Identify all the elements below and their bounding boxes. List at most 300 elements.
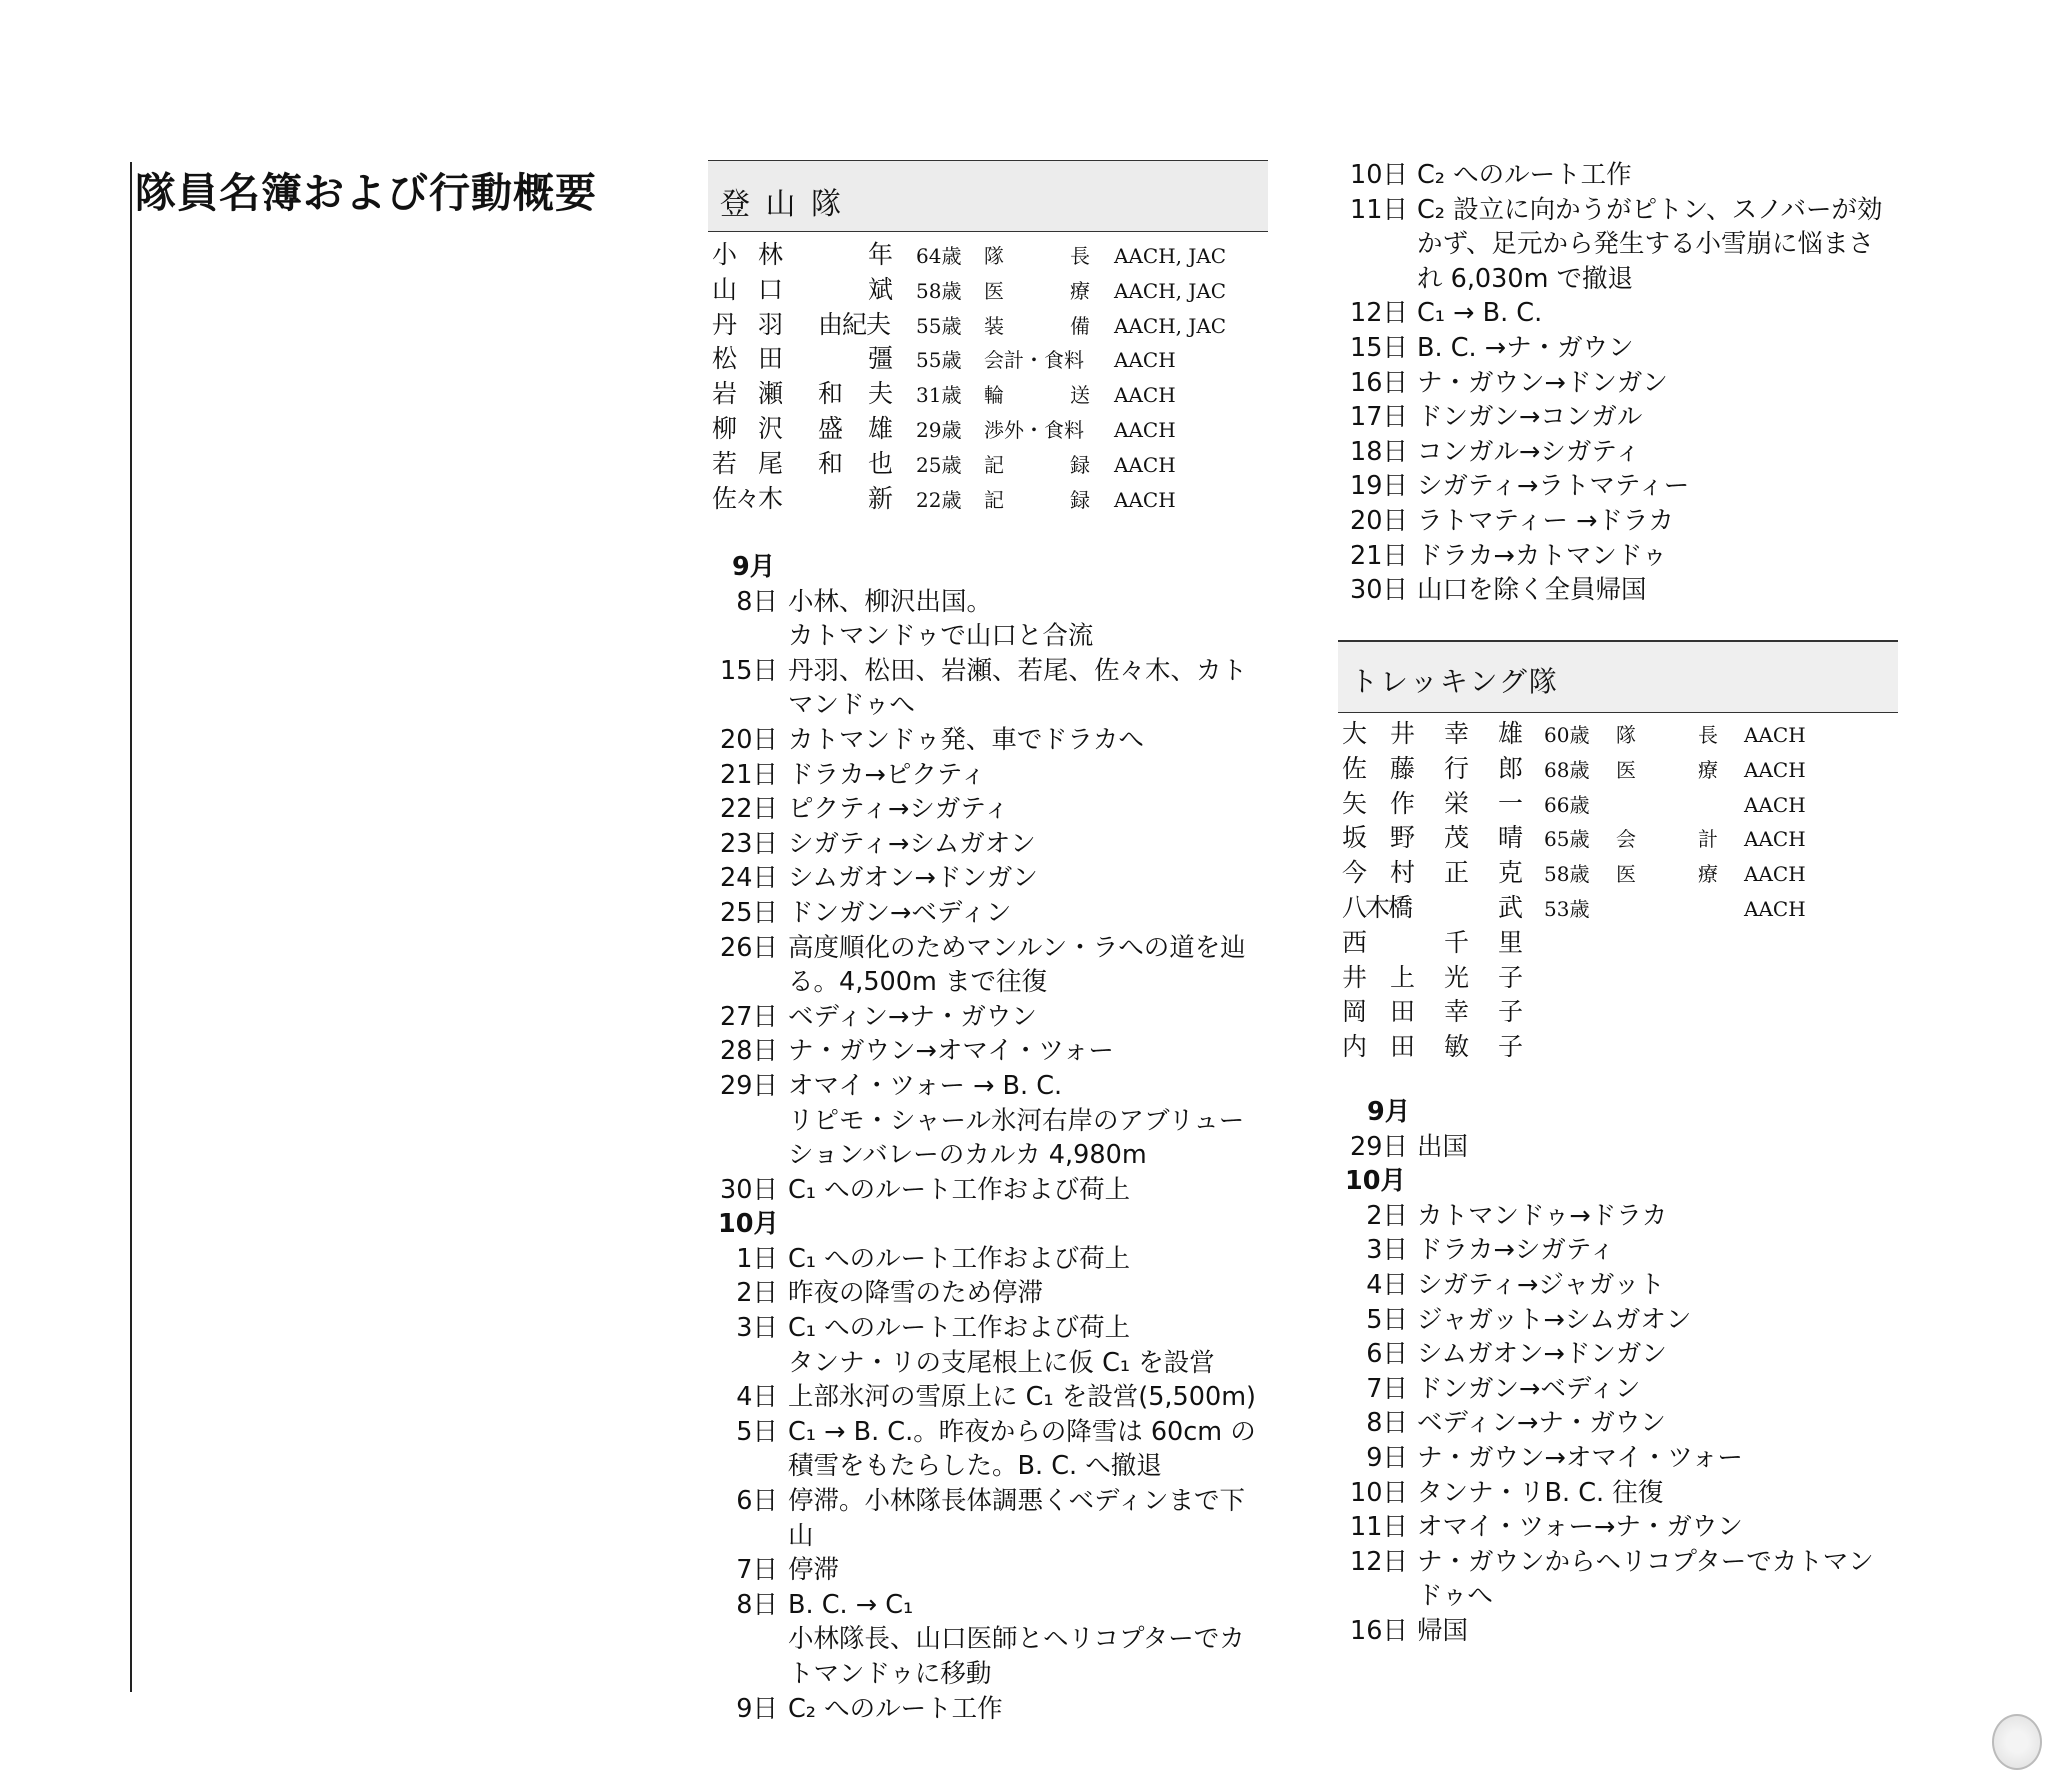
schedule-text: カトマンドゥで山口と合流 [788,621,1094,652]
schedule-date: 12日 [1350,298,1408,329]
member-role: 医 [1616,862,1636,887]
schedule-line [708,1276,1308,1311]
schedule-text: カトマンドゥ→ドラカ [1417,1200,1668,1231]
schedule-text: 山口を除く全員帰国 [1417,575,1647,606]
member-club: AACH [1744,792,1806,817]
member-name-char: 山 [712,274,738,304]
member-role: 記 [984,487,1004,512]
member-name-char: 内 [1342,1032,1368,1062]
member-role: 療 [1698,862,1718,887]
schedule-line [1333,366,1973,401]
member-name-char: 千 [1444,927,1470,957]
schedule-line [1333,158,1973,193]
member-name: 由紀夫 [818,309,891,339]
member-name-char: 一 [1498,788,1524,818]
schedule-line [1333,1614,1973,1649]
schedule-line [1333,469,1973,504]
climbing-team-header [708,160,1268,231]
member-row [708,273,1268,308]
schedule-text: タンナ・リの支尾根上に仮 C₁ を設営 [788,1347,1215,1378]
schedule-line [708,758,1308,793]
schedule-line [708,861,1308,896]
schedule-text: C₁ → B. C.。昨夜からの降雪は 60cm の [788,1416,1256,1447]
member-age: 55歳 [916,348,962,373]
schedule-text: タンナ・リB. C. 往復 [1417,1477,1664,1508]
member-name-char: 武 [1498,892,1524,922]
member-name-char: 茂 [1444,823,1470,853]
schedule-date: 29日 [720,1070,778,1101]
schedule-text: 停滞。小林隊長体調悪くベディンまで下 [788,1486,1245,1517]
member-name-char: 丹 [712,309,738,339]
schedule-text: 小林隊長、山口医師とヘリコプターでカ [788,1624,1245,1655]
schedule-text: 山 [788,1520,814,1551]
schedule-text: 積雪をもたらした。B. C. へ撤退 [788,1451,1162,1482]
schedule-text: 昨夜の降雪のため停滞 [788,1278,1044,1309]
schedule-line [1333,1233,1973,1268]
member-name-char: 新 [868,483,894,513]
schedule-text: 帰国 [1417,1615,1469,1646]
schedule-date: 8日 [736,1589,778,1620]
schedule-line [708,1588,1308,1623]
schedule-text: C₂ 設立に向かうがピトン、スノバーが効 [1417,194,1883,225]
schedule-date: 4日 [1366,1269,1408,1300]
member-name-char: 坂 [1342,823,1368,853]
schedule-date: 16日 [1350,367,1408,398]
member-name-char: 幸 [1444,719,1470,748]
member-club: AACH [1744,896,1806,921]
schedule-date: 11日 [1350,1512,1408,1543]
schedule-date: 15日 [1350,332,1408,363]
schedule-text: C₂ へのルート工作 [788,1693,1003,1724]
schedule-line [708,619,1308,654]
member-club: AACH [1114,348,1176,373]
member-name-char: 子 [1498,997,1524,1027]
left-vertical-rule [130,162,132,1692]
schedule-date: 29日 [1350,1131,1408,1162]
schedule-text: ドンガン→ベディン [788,897,1012,928]
schedule-date: 7日 [1366,1373,1408,1404]
schedule-text: カトマンドゥ発、車でドラカへ [788,724,1144,755]
schedule-date: 15日 [720,655,778,686]
schedule-line [708,1069,1308,1104]
schedule-date: 10日 [1350,160,1408,190]
trekking-schedule [1333,1095,1973,1649]
member-name-char: 口 [758,274,784,304]
schedule-text: ションバレーのカルカ 4,980m [788,1140,1147,1171]
schedule-line [1333,1164,1973,1199]
schedule-text: オマイ・ツォー → B. C. [788,1070,1063,1101]
schedule-text: ベディン→ナ・ガウン [788,1001,1037,1032]
schedule-date: 21日 [720,759,778,790]
member-club: AACH, JAC [1114,313,1227,338]
member-row [1338,926,1898,961]
member-name-char: 田 [1390,1032,1416,1062]
schedule-text: B. C. → C₁ [788,1589,914,1620]
member-row [1338,717,1898,752]
member-name-char: 瀬 [758,379,784,409]
schedule-line [708,654,1308,689]
schedule-line [708,1553,1308,1588]
member-name-char: 林 [758,240,784,269]
member-name-char: 井 [1390,719,1416,748]
member-row [708,482,1268,517]
member-name-char: 年 [868,240,894,269]
schedule-text: トマンドゥに移動 [788,1659,992,1689]
schedule-date: 18日 [1350,436,1408,467]
member-name-char: 野 [1390,823,1416,853]
climbing-roster [708,238,1268,516]
schedule-text: シガティ→シムガオン [788,828,1036,859]
schedule-line [1333,1476,1973,1511]
member-name-char: 田 [1390,997,1416,1027]
schedule-line [1333,193,1973,228]
schedule-line [1333,400,1973,435]
member-row [1338,961,1898,996]
schedule-text: C₁ へのルート工作および荷上 [788,1243,1131,1274]
schedule-line [1333,1199,1973,1234]
member-age: 60歳 [1544,723,1590,747]
schedule-text: ドゥへ [1417,1581,1493,1612]
schedule-text: シムガオン→ドンガン [1417,1339,1667,1370]
schedule-line [708,1692,1308,1727]
schedule-line [708,585,1308,620]
schedule-text: 停滞 [788,1555,840,1586]
member-age: 64歳 [916,244,962,268]
member-name-char: 里 [1498,927,1524,957]
member-role: 録 [1070,452,1090,477]
member-age: 65歳 [1544,827,1590,852]
schedule-text: C₁ → B. C. [1417,298,1543,329]
schedule-line [708,1311,1308,1346]
schedule-line [1333,539,1973,574]
schedule-text: ドンガン→コンガル [1417,402,1643,433]
member-role: 記 [984,452,1004,477]
schedule-date: 23日 [720,828,778,859]
member-name-char: 松 [712,344,738,374]
member-name-char: 沢 [758,413,784,443]
seal-stamp-icon [1992,1714,2042,1770]
member-age: 53歳 [1544,896,1590,921]
member-club: AACH, JAC [1114,244,1227,268]
schedule-date: 21日 [1350,540,1408,571]
schedule-line [1333,262,1973,297]
schedule-line [1333,1406,1973,1441]
schedule-text: C₁ へのルート工作および荷上 [788,1174,1131,1205]
schedule-line [708,1449,1308,1484]
schedule-date: 28日 [720,1036,778,1067]
schedule-text: B. C. →ナ・ガウン [1417,332,1634,363]
schedule-date: 4日 [736,1382,778,1413]
member-name-char: 作 [1390,788,1416,818]
schedule-text: る。4,500m まで往復 [788,967,1047,998]
member-role: 医 [1616,757,1636,782]
member-name-char: 村 [1390,858,1416,888]
schedule-line [708,1034,1308,1069]
schedule-text: ナ・ガウン→ドンガン [1417,367,1668,398]
schedule-line [708,965,1308,1000]
member-name-char: 佐 [1342,753,1368,783]
member-role: 備 [1070,313,1090,338]
member-name-char: 子 [1498,962,1524,992]
member-name-char: 岩 [712,379,738,409]
schedule-line [708,550,1308,585]
schedule-line [708,1657,1308,1692]
schedule-line [1333,1268,1973,1303]
schedule-text: C₂ へのルート工作 [1417,160,1632,190]
climbing-schedule-continued [1333,158,1973,608]
member-name-char: 西 [1342,927,1368,957]
member-name-char: 晴 [1498,823,1524,853]
schedule-line [708,688,1308,723]
member-club: AACH [1744,827,1806,852]
schedule-line [708,723,1308,758]
schedule-line [1333,1130,1973,1165]
member-name-char: 栄 [1444,788,1470,818]
schedule-date: 22日 [720,794,778,825]
member-name-char: 和 [818,448,844,478]
schedule-date: 2日 [1366,1200,1408,1231]
member-row [1338,856,1898,891]
schedule-date: 3日 [736,1313,778,1344]
member-role: 医 [984,278,1004,303]
member-name-char: 敏 [1444,1032,1470,1062]
member-role: 装 [984,313,1004,338]
member-role: 隊 [1616,723,1636,747]
member-name-char: 上 [1390,962,1416,992]
schedule-line [708,1415,1308,1450]
member-name-char: 雄 [868,413,894,443]
member-role: 計 [1698,827,1718,852]
schedule-date: 5日 [1366,1304,1408,1335]
schedule-text: かず、足元から発生する小雪崩に悩まさ [1417,229,1874,260]
schedule-text: ドラカ→カトマンドゥ [1417,540,1668,571]
schedule-text: マンドゥへ [788,690,915,721]
schedule-line [1333,227,1973,262]
member-role: 療 [1698,757,1718,782]
schedule-text: 上部氷河の雪原上に C₁ を設営(5,500m) [788,1382,1256,1413]
schedule-line [708,1484,1308,1519]
month-label: 9月 [732,552,776,582]
trekking-team-header [1338,642,1898,712]
schedule-date: 25日 [720,897,778,928]
schedule-text: シムガオン→ドンガン [788,863,1038,894]
page-title: 隊員名簿および行動概要 [135,169,597,217]
schedule-date: 11日 [1350,194,1408,225]
schedule-text: ナ・ガウン→オマイ・ツォー [1417,1442,1743,1473]
schedule-text: シガティ→ラトマティー [1417,471,1690,502]
schedule-line [1333,435,1973,470]
schedule-line [1333,573,1973,608]
schedule-date: 9日 [736,1693,778,1724]
climbing-schedule [708,550,1308,1726]
schedule-text: 高度順化のためマンルン・ラへの道を辿 [788,932,1246,963]
schedule-text: ドンガン→ベディン [1417,1373,1641,1404]
schedule-date: 8日 [1366,1408,1408,1439]
schedule-text: C₁ へのルート工作および荷上 [788,1313,1131,1344]
schedule-line [708,1000,1308,1035]
schedule-text: ドラカ→ピクティ [788,759,986,790]
schedule-text: ナ・ガウンからヘリコプターでカトマン [1417,1546,1874,1577]
schedule-date: 2日 [736,1278,778,1309]
schedule-line [708,792,1308,827]
schedule-text: ドラカ→シガティ [1417,1235,1615,1266]
schedule-date: 17日 [1350,402,1408,433]
schedule-date: 6日 [736,1486,778,1517]
member-role: 長 [1070,244,1090,268]
member-age: 22歳 [916,487,962,512]
member-age: 55歳 [916,313,962,338]
member-age: 58歳 [916,278,962,303]
schedule-text: 出国 [1417,1131,1469,1162]
schedule-date: 26日 [720,932,778,963]
schedule-line [1333,1337,1973,1372]
member-name-char: 斌 [868,274,894,304]
schedule-line [708,1622,1308,1657]
schedule-text: シガティ→ジャガット [1417,1269,1665,1300]
schedule-date: 10日 [1350,1477,1408,1508]
member-name-char: 田 [758,344,784,374]
schedule-text: コンガル→シガティ [1417,436,1641,467]
schedule-date: 8日 [736,586,778,617]
member-age: 66歳 [1544,792,1590,817]
schedule-date: 20日 [1350,505,1408,536]
schedule-date: 1日 [736,1243,778,1274]
schedule-line [708,1173,1308,1208]
member-name-char: 克 [1498,858,1524,888]
schedule-date: 19日 [1350,471,1408,502]
schedule-text: ナ・ガウン→オマイ・ツォー [788,1036,1114,1067]
member-club: AACH [1744,723,1806,747]
member-club: AACH [1114,417,1176,442]
schedule-line [708,1207,1308,1242]
member-name-char: 小 [712,240,738,269]
member-role: 録 [1070,487,1090,512]
schedule-line [1333,1372,1973,1407]
member-club: AACH [1744,862,1806,887]
schedule-line [708,1346,1308,1381]
schedule-text: オマイ・ツォー→ナ・ガウン [1417,1512,1743,1543]
schedule-line [1333,1545,1973,1580]
schedule-date: 12日 [1350,1546,1408,1577]
schedule-line [1333,331,1973,366]
schedule-line [708,827,1308,862]
member-name-char: 夫 [868,379,894,409]
schedule-line [1333,296,1973,331]
member-name-char: 正 [1444,858,1470,888]
member-role: 渉外・食料 [984,417,1084,442]
trekking-roster [1338,717,1898,1065]
member-role: 輪 [984,383,1004,408]
member-age: 31歳 [916,383,962,408]
member-club: AACH [1114,487,1176,512]
member-name-char: 子 [1498,1032,1524,1062]
member-role: 長 [1698,723,1718,747]
schedule-line [708,1138,1308,1173]
schedule-line [1333,1579,1973,1614]
member-row [708,308,1268,343]
schedule-date: 30日 [720,1174,778,1205]
schedule-line [708,931,1308,966]
schedule-text: ジャガット→シムガオン [1417,1304,1692,1335]
schedule-line [708,1242,1308,1277]
month-label: 10月 [718,1209,779,1240]
member-age: 29歳 [916,417,962,442]
member-name-char: 矢 [1342,788,1368,818]
schedule-date: 30日 [1350,575,1408,606]
member-name-char: 盛 [818,413,844,443]
member-role: 会計・食料 [984,348,1084,373]
member-row [1338,1030,1898,1065]
member-role: 隊 [984,244,1004,268]
trekking-team-heading: トレッキング隊 [1350,665,1559,698]
member-name-char: 和 [818,379,844,409]
schedule-line [1333,1441,1973,1476]
member-name-char: 藤 [1390,753,1416,783]
member-age: 25歳 [916,452,962,477]
member-role: 送 [1070,383,1090,408]
schedule-text: 小林、柳沢出国。 [788,586,993,617]
schedule-text: 丹羽、松田、岩瀬、若尾、佐々木、カト [788,655,1248,686]
member-name-char: 光 [1444,962,1470,992]
member-name-char: 彊 [868,344,894,374]
schedule-date: 7日 [736,1555,778,1586]
schedule-text: ベディン→ナ・ガウン [1417,1408,1666,1439]
member-club: AACH [1744,757,1806,782]
member-row [708,412,1268,447]
member-name-char: 幸 [1444,997,1470,1027]
member-age: 68歳 [1544,757,1590,782]
month-label: 9月 [1367,1097,1411,1127]
schedule-line [708,1104,1308,1139]
member-name-char: 羽 [758,309,784,339]
schedule-text: リピモ・シャール氷河右岸のアブリュー [788,1105,1245,1136]
schedule-text: れ 6,030m で撤退 [1417,263,1634,294]
member-name-char: 尾 [758,448,784,478]
member-row [708,238,1268,273]
schedule-text: ラトマティー →ドラカ [1417,505,1674,536]
member-name-char: 也 [868,448,894,478]
member-row [1338,821,1898,856]
member-row [1338,752,1898,787]
member-row [708,342,1268,377]
member-name: 八木橋 [1342,892,1412,922]
schedule-date: 24日 [720,863,778,894]
member-role: 療 [1070,278,1090,303]
month-label: 10月 [1345,1166,1406,1197]
member-name-char: 行 [1444,753,1470,783]
climbing-team-heading: 登 山 隊 [720,187,845,222]
member-row [708,377,1268,412]
member-club: AACH, JAC [1114,278,1227,303]
member-name-char: 今 [1342,858,1368,888]
member-role: 会 [1616,827,1636,852]
schedule-line [1333,504,1973,539]
member-name-char: 井 [1342,962,1368,992]
schedule-date: 3日 [1366,1235,1408,1266]
member-row [1338,995,1898,1030]
schedule-date: 9日 [1366,1442,1408,1473]
schedule-date: 27日 [720,1001,778,1032]
schedule-line [708,896,1308,931]
member-row [1338,891,1898,926]
member-name-char: 若 [712,448,738,478]
member-row [708,447,1268,482]
schedule-date: 16日 [1350,1615,1408,1646]
schedule-line [1333,1095,1973,1130]
member-name: 佐々木 [712,483,782,513]
schedule-line [708,1380,1308,1415]
member-name-char: 岡 [1342,997,1368,1027]
